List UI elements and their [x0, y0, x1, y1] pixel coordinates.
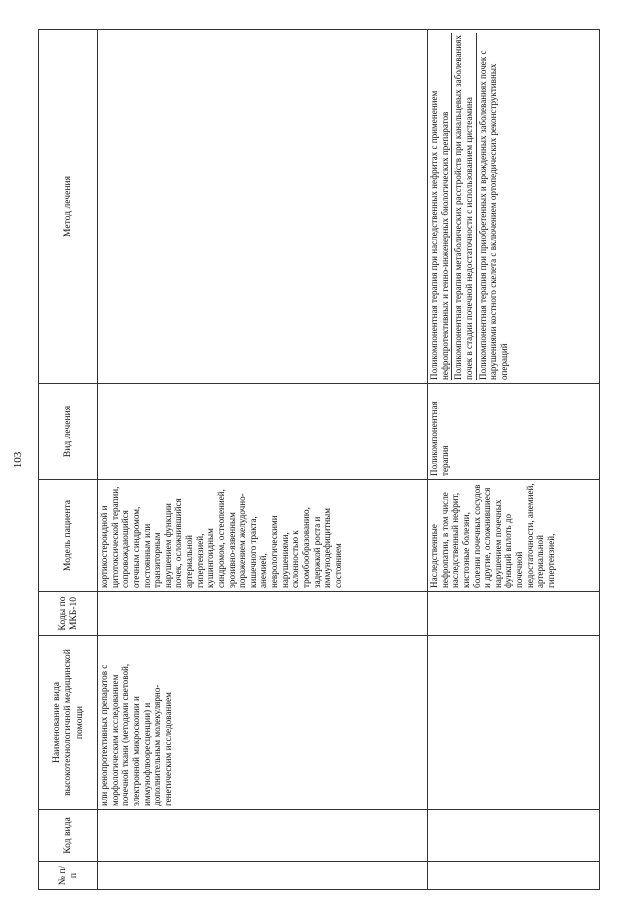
- header-mkb: Коды по МКБ-10: [39, 592, 98, 636]
- cell-method: [428, 30, 600, 384]
- header-name: Наименование вида высокотехнологичной медицинской помощи: [39, 636, 98, 810]
- treatment-table: [38, 29, 600, 890]
- header-kind: Вид лечения: [39, 384, 98, 480]
- table-header-row: [39, 30, 98, 890]
- cell-code: [428, 810, 600, 862]
- cell-kind: [98, 384, 428, 480]
- page-number: 103: [12, 451, 24, 469]
- header-num: № п/п: [39, 862, 98, 890]
- cell-num: [428, 862, 600, 890]
- cell-code: [98, 810, 428, 862]
- cell-name: [428, 636, 600, 810]
- table-row: [98, 30, 428, 890]
- cell-model: Наследственные нефропатии, в том числе наследственный нефрит, кистозные болезни, болезни почечных сосудов и другие, осложнившиеся нарушением почечных функций вплоть до почечной недостаточности, анемией, артериальной гипертензией,: [428, 480, 600, 592]
- header-model: Модель пациента: [39, 480, 98, 592]
- cell-kind: Поликомпонентная терапия: [428, 384, 600, 480]
- table-row: [428, 30, 600, 890]
- header-code: Код вида: [39, 810, 98, 862]
- cell-method: [98, 30, 428, 384]
- cell-mkb: [428, 592, 600, 636]
- method-entry: Поликомпонентная терапия метаболических расстройств при канальцевых заболеваниях почек в стадии почечной недостаточности с использованием цистеамина: [452, 33, 476, 380]
- rotated-table-container: [12, 30, 640, 890]
- method-entry: Поликомпонентная терапия при приобретенных и врожденных заболеваниях почек с нарушениями костного скелета с включением ортопедических реконструктивных операций: [477, 50, 509, 380]
- cell-name: или ренопротективных препаратов с морфологическим исследованием почечной ткани (методами световой, электронной микроскопии и иммунофлюоресценции) и дополнительным молекулярно-генетическим исследованием: [98, 636, 428, 810]
- cell-model: кортикостероидной и цитотоксической терапии, сопровождающийся отечным синдромом, постоянным или транзиторным нарушением функции почек, осложнившийся артериальной гипертензией, кушингоидным синдромом, остеопенией, эрозивно-язвенным поражением желудочно-кишечного тракта, анемией, неврологическими нарушениями, склонностью к тромбообразованию, задержкой роста и иммунодефицитным состоянием: [98, 480, 428, 592]
- method-entry: Поликомпонентная терапия при наследственных нефритах с применением нефропротективных и генно-инженерных биологических препаратов: [428, 33, 452, 380]
- cell-mkb: [98, 592, 428, 636]
- cell-num: [98, 862, 428, 890]
- header-method: Метод лечения: [39, 30, 98, 384]
